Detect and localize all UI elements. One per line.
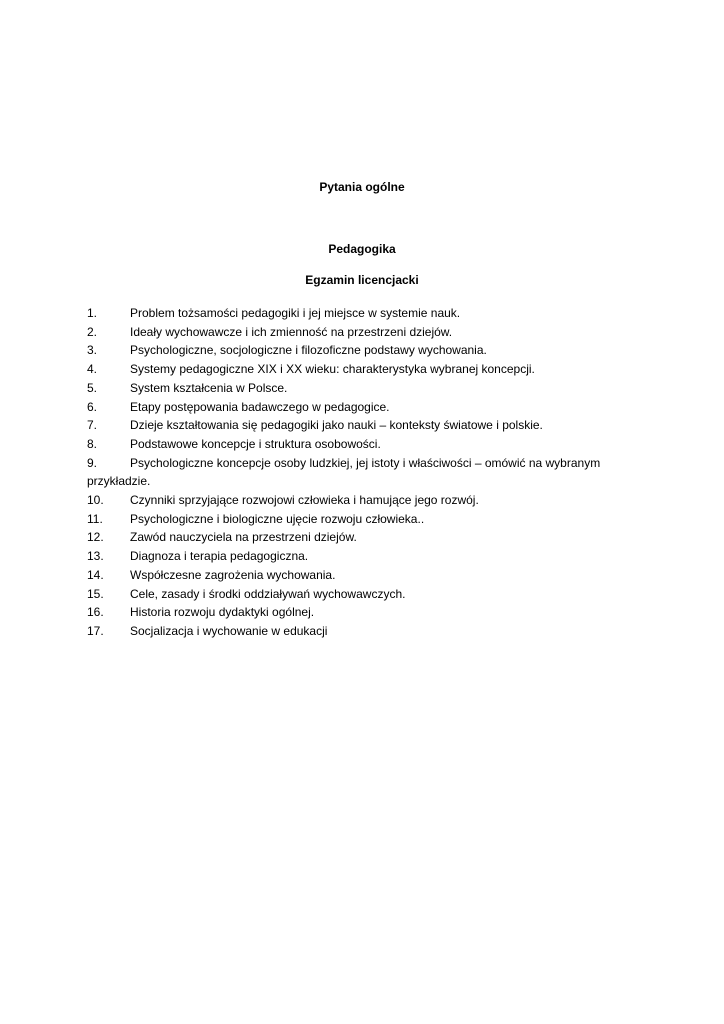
question-text: Dzieje kształtowania się pedagogiki jako nauki – konteksty światowe i polskie. [130, 418, 543, 433]
question-number: 11. [87, 511, 103, 526]
question-number: 2. [87, 324, 98, 339]
question-text: Czynniki sprzyjające rozwojowi człowieka i hamujące jego rozwój. [130, 493, 479, 508]
question-text: Zawód nauczyciela na przestrzeni dziejów. [130, 530, 357, 545]
list-item [87, 585, 647, 604]
question-number: 15. [87, 586, 104, 601]
question-number: 8. [87, 436, 98, 451]
question-text: Ideały wychowawcze i ich zmienność na przestrzeni dziejów. [130, 324, 453, 339]
question-number: 6. [87, 399, 98, 414]
list-item [87, 341, 647, 360]
list-item [87, 416, 647, 435]
question-number: 16. [87, 605, 104, 620]
question-number: 1. [87, 306, 98, 320]
list-item [87, 603, 647, 622]
list-item [87, 454, 647, 491]
question-number: 13. [87, 549, 104, 564]
list-item [87, 304, 647, 323]
list-item [87, 528, 647, 547]
question-number: 10. [87, 493, 104, 508]
question-text: Psychologiczne koncepcje osoby ludzkiej, jej istoty i właściwości – omówić na wybranym przykładzie. [87, 455, 601, 489]
document-exam-type: Egzamin licencjacki [305, 273, 419, 287]
question-number: 14. [87, 567, 104, 582]
document-title: Pytania ogólne [319, 180, 405, 194]
list-item [87, 566, 647, 585]
list-item [87, 435, 647, 454]
question-number: 4. [87, 362, 98, 377]
question-text: Systemy pedagogiczne XIX i XX wieku: charakterystyka wybranej koncepcji. [130, 362, 535, 377]
question-text: System kształcenia w Polsce. [130, 380, 288, 395]
question-text: Diagnoza i terapia pedagogiczna. [130, 549, 309, 564]
question-text: Etapy postępowania badawczego w pedagogice. [130, 399, 390, 414]
question-number: 9. [87, 455, 98, 470]
question-text: Psychologiczne i biologiczne ujęcie rozwoju człowieka.. [130, 511, 425, 526]
list-item [87, 510, 647, 529]
question-text: Cele, zasady i środki oddziaływań wychowawczych. [130, 586, 406, 601]
list-item [87, 379, 647, 398]
question-number: 12. [87, 530, 104, 545]
question-list [87, 304, 647, 641]
question-text: Historia rozwoju dydaktyki ogólnej. [130, 605, 315, 620]
question-number: 3. [87, 343, 98, 358]
list-item [87, 622, 647, 641]
question-number: 7. [87, 418, 98, 433]
question-number: 17. [87, 623, 104, 638]
question-text: Psychologiczne, socjologiczne i filozoficzne podstawy wychowania. [130, 343, 487, 358]
list-item [87, 398, 647, 417]
question-text: Problem tożsamości pedagogiki i jej miejsce w systemie nauk. [130, 306, 461, 320]
list-item [87, 491, 647, 510]
question-number: 5. [87, 380, 98, 395]
question-text: Socjalizacja i wychowanie w edukacji [130, 623, 328, 638]
document-subject: Pedagogika [328, 242, 396, 256]
question-text: Współczesne zagrożenia wychowania. [130, 567, 336, 582]
question-text: Podstawowe koncepcje i struktura osobowości. [130, 436, 381, 451]
list-item [87, 360, 647, 379]
list-item [87, 547, 647, 566]
list-item [87, 323, 647, 342]
